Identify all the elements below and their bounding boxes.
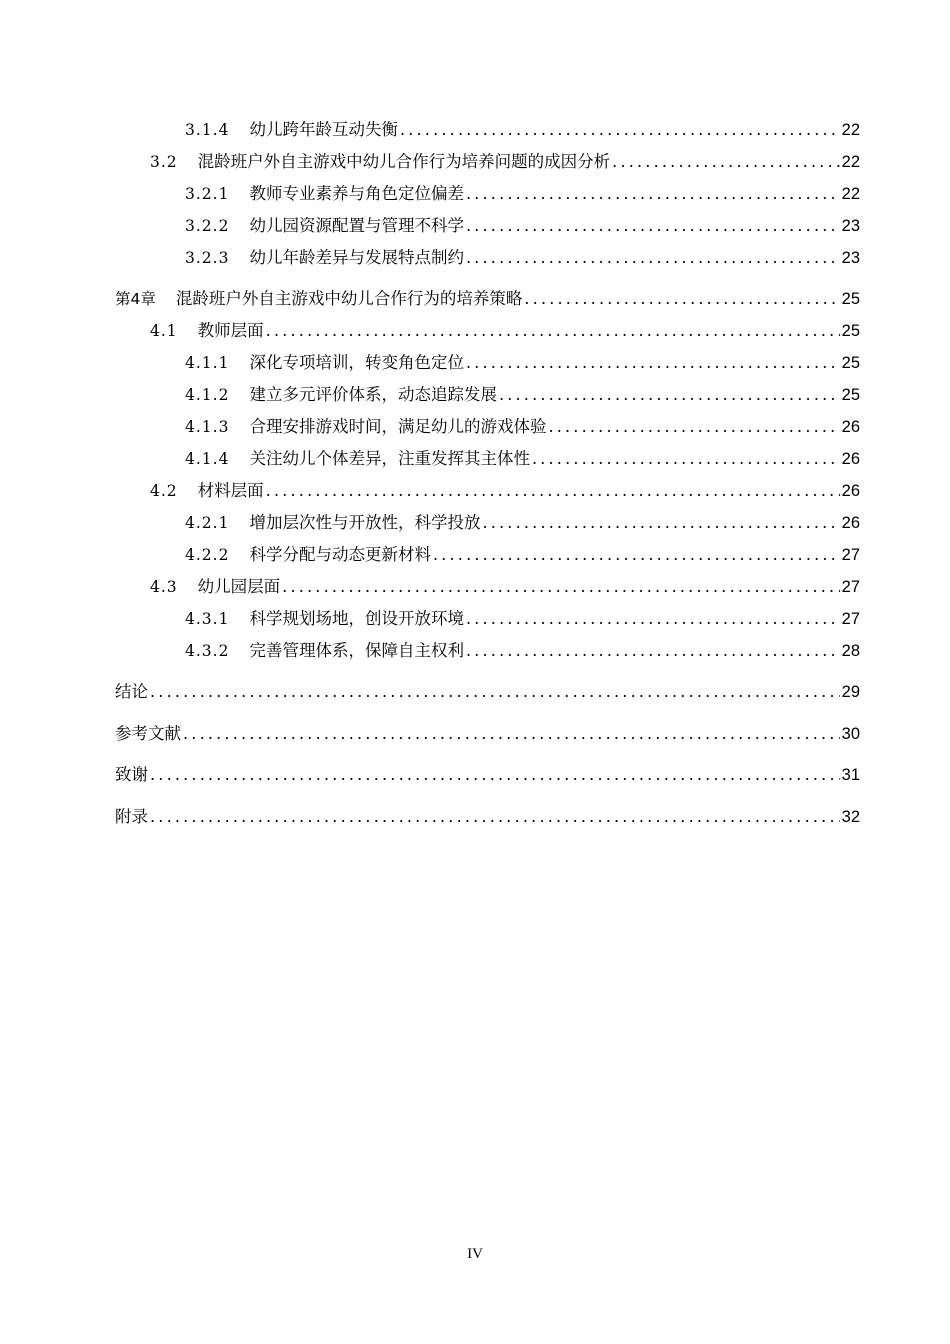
toc-entry[interactable]	[185, 118, 860, 142]
toc-entry-number: 4.2.1	[185, 514, 230, 532]
toc-entry-page: 22	[841, 153, 860, 171]
toc-entry[interactable]	[185, 511, 860, 535]
toc-entry-number: 4.3.2	[185, 642, 230, 660]
dot-leader	[612, 150, 839, 174]
toc-entry-number: 第4章	[115, 290, 156, 308]
dot-leader	[524, 287, 839, 311]
toc-entry-title: 幼儿园层面	[197, 577, 281, 596]
toc-entry-title: 参考文献	[115, 724, 181, 743]
toc-entry-title: 混龄班户外自主游戏中幼儿合作行为的培养策略	[175, 289, 523, 308]
toc-entry-page: 25	[841, 290, 860, 308]
toc-entry-title: 增加层次性与开放性，科学投放	[249, 513, 481, 532]
dot-leader	[150, 763, 840, 787]
toc-entry-number: 3.2	[150, 153, 178, 171]
toc-entry[interactable]	[185, 415, 860, 439]
toc-section-entry[interactable]	[115, 680, 860, 704]
toc-entry[interactable]	[185, 214, 860, 238]
toc-entry-page: 30	[841, 725, 860, 743]
toc-entry[interactable]	[185, 246, 860, 270]
dot-leader	[466, 246, 840, 270]
dot-leader	[532, 447, 840, 471]
dot-leader	[266, 479, 840, 503]
toc-entry-page: 28	[841, 642, 860, 660]
toc-entry[interactable]	[185, 383, 860, 407]
toc-entry-number: 4.2.2	[185, 546, 230, 564]
toc-entry[interactable]	[185, 639, 860, 663]
dot-leader	[548, 415, 839, 439]
toc-entry-number: 4.1.4	[185, 450, 230, 468]
toc-entry-title: 关注幼儿个体差异，注重发挥其主体性	[249, 449, 530, 468]
toc-chapter-entry[interactable]	[115, 287, 860, 311]
dot-leader	[433, 543, 840, 567]
toc-entry-title: 幼儿跨年龄互动失衡	[249, 120, 398, 139]
toc-entry-title: 附录	[115, 807, 148, 826]
toc-entry-page: 27	[841, 546, 860, 564]
toc-entry[interactable]	[185, 447, 860, 471]
toc-entry[interactable]	[185, 351, 860, 375]
toc-entry[interactable]	[150, 319, 860, 343]
toc-entry-number: 4.3.1	[185, 610, 230, 628]
toc-entry[interactable]	[150, 479, 860, 503]
toc-entry-page: 26	[841, 450, 860, 468]
dot-leader	[499, 383, 840, 407]
dot-leader	[466, 351, 840, 375]
toc-entry-number: 4.1	[150, 322, 178, 340]
toc-entry-page: 27	[841, 610, 860, 628]
dot-leader	[150, 680, 840, 704]
toc-entry[interactable]	[185, 543, 860, 567]
toc-entry-page: 25	[841, 354, 860, 372]
toc-entry[interactable]	[150, 150, 860, 174]
toc-entry-title: 材料层面	[197, 481, 264, 500]
toc-entry-page: 26	[841, 514, 860, 532]
toc-entry-number: 3.2.3	[185, 249, 230, 267]
toc-entry-title: 教师层面	[197, 321, 264, 340]
toc-entry-title: 科学规划场地，创设开放环境	[249, 609, 464, 628]
toc-entry-page: 25	[841, 322, 860, 340]
dot-leader	[466, 182, 840, 206]
dot-leader	[400, 118, 840, 142]
toc-entry-title: 科学分配与动态更新材料	[249, 545, 431, 564]
toc-section-entry[interactable]	[115, 805, 860, 829]
toc-entry-title: 致谢	[115, 765, 148, 784]
toc-entry-page: 26	[841, 482, 860, 500]
toc-entry[interactable]	[185, 607, 860, 631]
toc-entry-page: 29	[841, 683, 860, 701]
toc-entry-page: 26	[841, 418, 860, 436]
dot-leader	[266, 319, 840, 343]
dot-leader	[466, 607, 840, 631]
dot-leader	[466, 639, 840, 663]
toc-entry-title: 完善管理体系，保障自主权利	[249, 641, 464, 660]
toc-entry-title: 合理安排游戏时间，满足幼儿的游戏体验	[249, 417, 547, 436]
toc-entry-number: 3.2.2	[185, 217, 230, 235]
toc-entry-number: 3.2.1	[185, 185, 230, 203]
toc-entry-page: 23	[841, 249, 860, 267]
toc-entry-page: 31	[841, 766, 860, 784]
dot-leader	[482, 511, 839, 535]
page-number: IV	[467, 1246, 483, 1262]
toc-entry-number: 4.3	[150, 578, 178, 596]
toc-entry-title: 结论	[115, 682, 148, 701]
toc-entry-number: 3.1.4	[185, 121, 230, 139]
toc-entry-number: 4.1.2	[185, 386, 230, 404]
toc-entry-title: 幼儿年龄差异与发展特点制约	[249, 248, 464, 267]
toc-entry-number: 4.1.1	[185, 354, 230, 372]
dot-leader	[466, 214, 840, 238]
dot-leader	[150, 805, 840, 829]
toc-entry-page: 22	[841, 185, 860, 203]
toc-entry-title: 教师专业素养与角色定位偏差	[249, 184, 464, 203]
toc-entry-page: 23	[841, 217, 860, 235]
dot-leader	[183, 722, 840, 746]
toc-entry-title: 混龄班户外自主游戏中幼儿合作行为培养问题的成因分析	[197, 152, 611, 171]
toc-entry-title: 深化专项培训，转变角色定位	[249, 353, 464, 372]
toc-entry[interactable]	[185, 182, 860, 206]
toc-entry-number: 4.1.3	[185, 418, 230, 436]
toc-entry-title: 建立多元评价体系，动态追踪发展	[249, 385, 497, 404]
toc-entry-page: 22	[841, 121, 860, 139]
toc-section-entry[interactable]	[115, 722, 860, 746]
toc-entry-page: 25	[841, 386, 860, 404]
toc-entry[interactable]	[150, 575, 860, 599]
toc-entry-page: 32	[841, 808, 860, 826]
toc-entry-page: 27	[841, 578, 860, 596]
toc-entry-number: 4.2	[150, 482, 178, 500]
toc-section-entry[interactable]	[115, 763, 860, 787]
dot-leader	[282, 575, 839, 599]
toc-entry-title: 幼儿园资源配置与管理不科学	[249, 216, 464, 235]
